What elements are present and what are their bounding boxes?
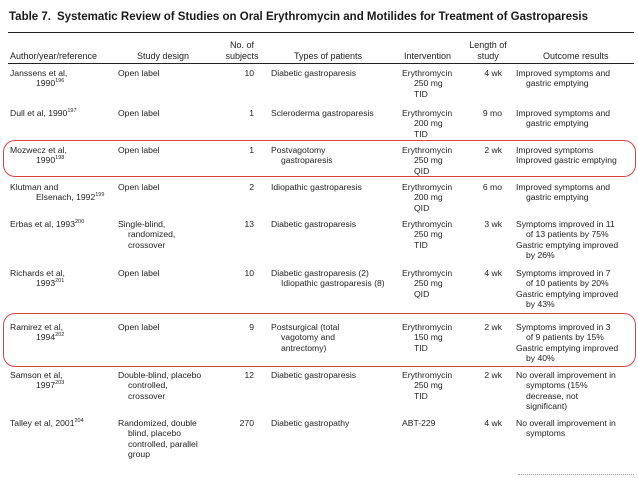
design-line: Open label [118,68,160,78]
cell-intervention [402,418,462,428]
outcome-line: Gastric emptying improved [516,239,619,250]
design-line: group [128,449,150,460]
intervention-line: QID [414,165,430,176]
cell-length: 4 wk [484,68,502,78]
cell-intervention [402,68,462,99]
patients-line: vagotomy and [281,332,335,343]
patients-line: Idiopathic gastroparesis (8) [281,278,385,289]
footer-dotted-rule [518,474,634,475]
outcome-line: decrease, not [526,390,579,401]
cell-author [10,68,130,89]
header-subjects-line1: No. of [229,40,254,50]
cell-author [10,370,130,391]
outcome-line: by 43% [526,299,555,310]
patients-line: Postsurgical (total [271,322,340,332]
outcome-line: Symptoms improved in 3 [516,322,611,332]
outcome-line: gastric emptying [526,118,589,129]
outcome-line: gastric emptying [526,78,589,89]
outcome-line: Improved symptoms and [516,108,611,118]
outcome-line: Improved symptoms [516,145,594,155]
author-line: 1997$^{203}$ [36,380,65,391]
outcome-line: significant) [526,401,568,412]
design-line: controlled, parallel [128,438,198,449]
outcome-line: No overall improvement in [516,418,616,428]
cell-design [118,370,223,401]
design-line: crossover [128,239,166,250]
header-intervention: Intervention [404,51,452,61]
outcome-line: of 9 patients by 15% [526,332,604,343]
cell-patients [271,108,401,118]
patients-line: antrectomy) [281,342,327,353]
cell-length: 4 wk [484,268,502,278]
design-line: Open label [118,182,160,192]
cell-length: 9 mo [482,108,502,118]
header-author: Author/year/reference [10,51,98,61]
cell-design [118,219,223,250]
header-design: Study design [137,51,190,61]
reference-number: 201 [55,278,65,285]
patients-line: Diabetic gastroparesis [271,370,357,380]
cell-subjects: 13 [244,219,254,229]
outcome-line: by 40% [526,353,555,364]
cell-outcome [516,268,634,310]
cell-outcome [516,182,634,203]
patients-line: Scleroderma gastroparesis [271,108,374,118]
design-line: blind, placebo [128,428,182,439]
cell-subjects: 9 [249,322,254,332]
cell-subjects: 1 [249,145,254,155]
author-line: Klutman and [10,182,59,192]
patients-line: Diabetic gastroparesis [271,68,357,78]
cell-length: 2 wk [484,145,502,155]
cell-design [118,182,223,192]
author-line: 1994$^{202}$ [36,332,65,343]
author-line: Richards et al, [10,268,65,278]
intervention-line: 250 mg [414,380,443,391]
intervention-line: Erythromycin [402,68,453,78]
author-line: 1993$^{201}$ [36,278,65,289]
design-line: Open label [118,108,160,118]
cell-author [10,182,130,203]
intervention-line: Erythromycin [402,370,453,380]
header-length [463,40,513,61]
intervention-line: Erythromycin [402,145,453,155]
cell-intervention [402,219,462,250]
header-subjects-line2: subjects [225,50,259,61]
cell-intervention [402,182,462,213]
patients-line: Diabetic gastroparesis [271,219,357,229]
table-caption: Systematic Review of Studies on Oral Erythromycin and Motilides for Treatment of Gastroparesis [56,11,589,23]
outcome-line: Symptoms improved in 11 [516,219,615,229]
cell-outcome [516,108,634,129]
header-outcome: Outcome results [543,51,609,61]
outcome-line: No overall improvement in [516,370,616,380]
header-subjects [222,40,262,61]
header-length-line1: Length of [469,40,507,50]
top-rule [8,32,634,33]
cell-subjects: 10 [244,68,254,78]
highlight-oval-mozwecz [3,140,636,177]
intervention-line: TID [414,390,428,401]
author-line: Janssens et al, [10,68,68,78]
intervention-line: 150 mg [414,332,443,343]
intervention-line: TID [414,88,428,99]
header-patients: Types of patients [294,51,363,61]
design-line: Open label [118,268,160,278]
cell-patients [271,219,401,229]
author-line: 1990$^{198}$ [36,155,65,166]
author-line: Elsenach, 1992$^{199}$ [36,192,105,203]
author-line: Erbas et al, 1993$^{200}$ [10,219,85,229]
cell-intervention [402,268,462,299]
design-line: Single-blind, [118,219,166,229]
reference-number: 203 [55,380,65,387]
cell-outcome [516,370,634,412]
patients-line: Diabetic gastropathy [271,418,350,428]
header-rule [8,63,634,64]
cell-outcome [516,68,634,89]
patients-line: Idiopathic gastroparesis [271,182,362,192]
author-line: Samson et al, [10,370,63,380]
patients-line: Diabetic gastroparesis (2) [271,268,369,278]
cell-patients [271,68,401,78]
reference-number: 198 [55,155,65,162]
cell-length: 2 wk [484,370,502,380]
cell-length: 3 wk [484,219,502,229]
outcome-line: by 26% [526,250,555,261]
design-line: Open label [118,322,160,332]
table-title [9,11,588,23]
intervention-line: Erythromycin [402,219,453,229]
reference-number: 197 [67,108,77,114]
intervention-line: ABT-229 [402,418,436,428]
intervention-line: Erythromycin [402,322,453,332]
cell-author [10,268,130,289]
cell-patients [271,418,401,428]
intervention-line: 250 mg [414,278,443,289]
cell-intervention [402,370,462,401]
patients-line: Postvagotomy [271,145,326,155]
intervention-line: 250 mg [414,155,443,166]
outcome-line: Improved symptoms and [516,68,611,78]
design-line: controlled, [128,380,168,391]
author-line: Ramirez et al, [10,322,64,332]
outcome-line: symptoms (15% [526,380,588,391]
cell-author [10,108,130,118]
author-line: Mozwecz et al, [10,145,67,155]
intervention-line: 250 mg [414,229,443,240]
reference-number: 200 [74,219,85,225]
outcome-line: symptoms [526,428,566,439]
outcome-line: of 10 patients by 20% [526,278,609,289]
design-line: randomized, [128,229,176,240]
author-line: Talley et al, 2001$^{204}$ [10,418,84,428]
cell-patients [271,268,401,289]
outcome-line: Gastric emptying improved [516,288,619,299]
cell-length: 4 wk [484,418,502,428]
intervention-line: TID [414,128,428,139]
cell-subjects: 270 [239,418,254,428]
cell-design [118,68,223,78]
cell-length: 2 wk [484,322,502,332]
design-line: crossover [128,390,166,401]
cell-subjects: 10 [244,268,254,278]
author-line: Dull et al, 1990$^{197}$ [10,108,77,118]
cell-author [10,219,130,229]
cell-intervention [402,108,462,139]
intervention-line: TID [414,239,428,250]
intervention-line: QID [414,288,430,299]
reference-number: 202 [55,332,65,339]
intervention-line: TID [414,342,428,353]
outcome-line: Improved gastric emptying [516,155,617,166]
cell-patients [271,370,401,380]
cell-patients [271,182,401,192]
intervention-line: Erythromycin [402,268,453,278]
outcome-line: Gastric emptying improved [516,342,619,353]
outcome-line: of 13 patients by 75% [526,229,609,240]
cell-outcome [516,219,634,261]
outcome-line: Symptoms improved in 7 [516,268,611,278]
table-number: Table 7. [9,11,51,23]
cell-design [118,418,223,460]
cell-design [118,268,223,278]
cell-subjects: 2 [249,182,254,192]
reference-number: 204 [74,418,84,424]
cell-subjects: 1 [249,108,254,118]
design-line: Double-blind, placebo [118,370,202,380]
cell-outcome [516,418,634,439]
patients-line: gastroparesis [281,155,333,166]
cell-design [118,108,223,118]
cell-subjects: 12 [244,370,254,380]
outcome-line: gastric emptying [526,192,589,203]
intervention-line: Erythromycin [402,108,453,118]
cell-length: 6 mo [482,182,502,192]
cell-author [10,418,130,428]
design-line: Open label [118,145,160,155]
intervention-line: QID [414,202,430,213]
reference-number: 199 [95,192,105,199]
intervention-line: 200 mg [414,192,443,203]
header-length-line2: study [477,50,499,61]
outcome-line: Improved symptoms and [516,182,611,192]
intervention-line: 200 mg [414,118,443,129]
reference-number: 196 [55,78,65,85]
design-line: Randomized, double [118,418,197,428]
intervention-line: 250 mg [414,78,443,89]
author-line: 1990$^{196}$ [36,78,65,89]
intervention-line: Erythromycin [402,182,453,192]
highlight-oval-ramirez [3,313,636,367]
